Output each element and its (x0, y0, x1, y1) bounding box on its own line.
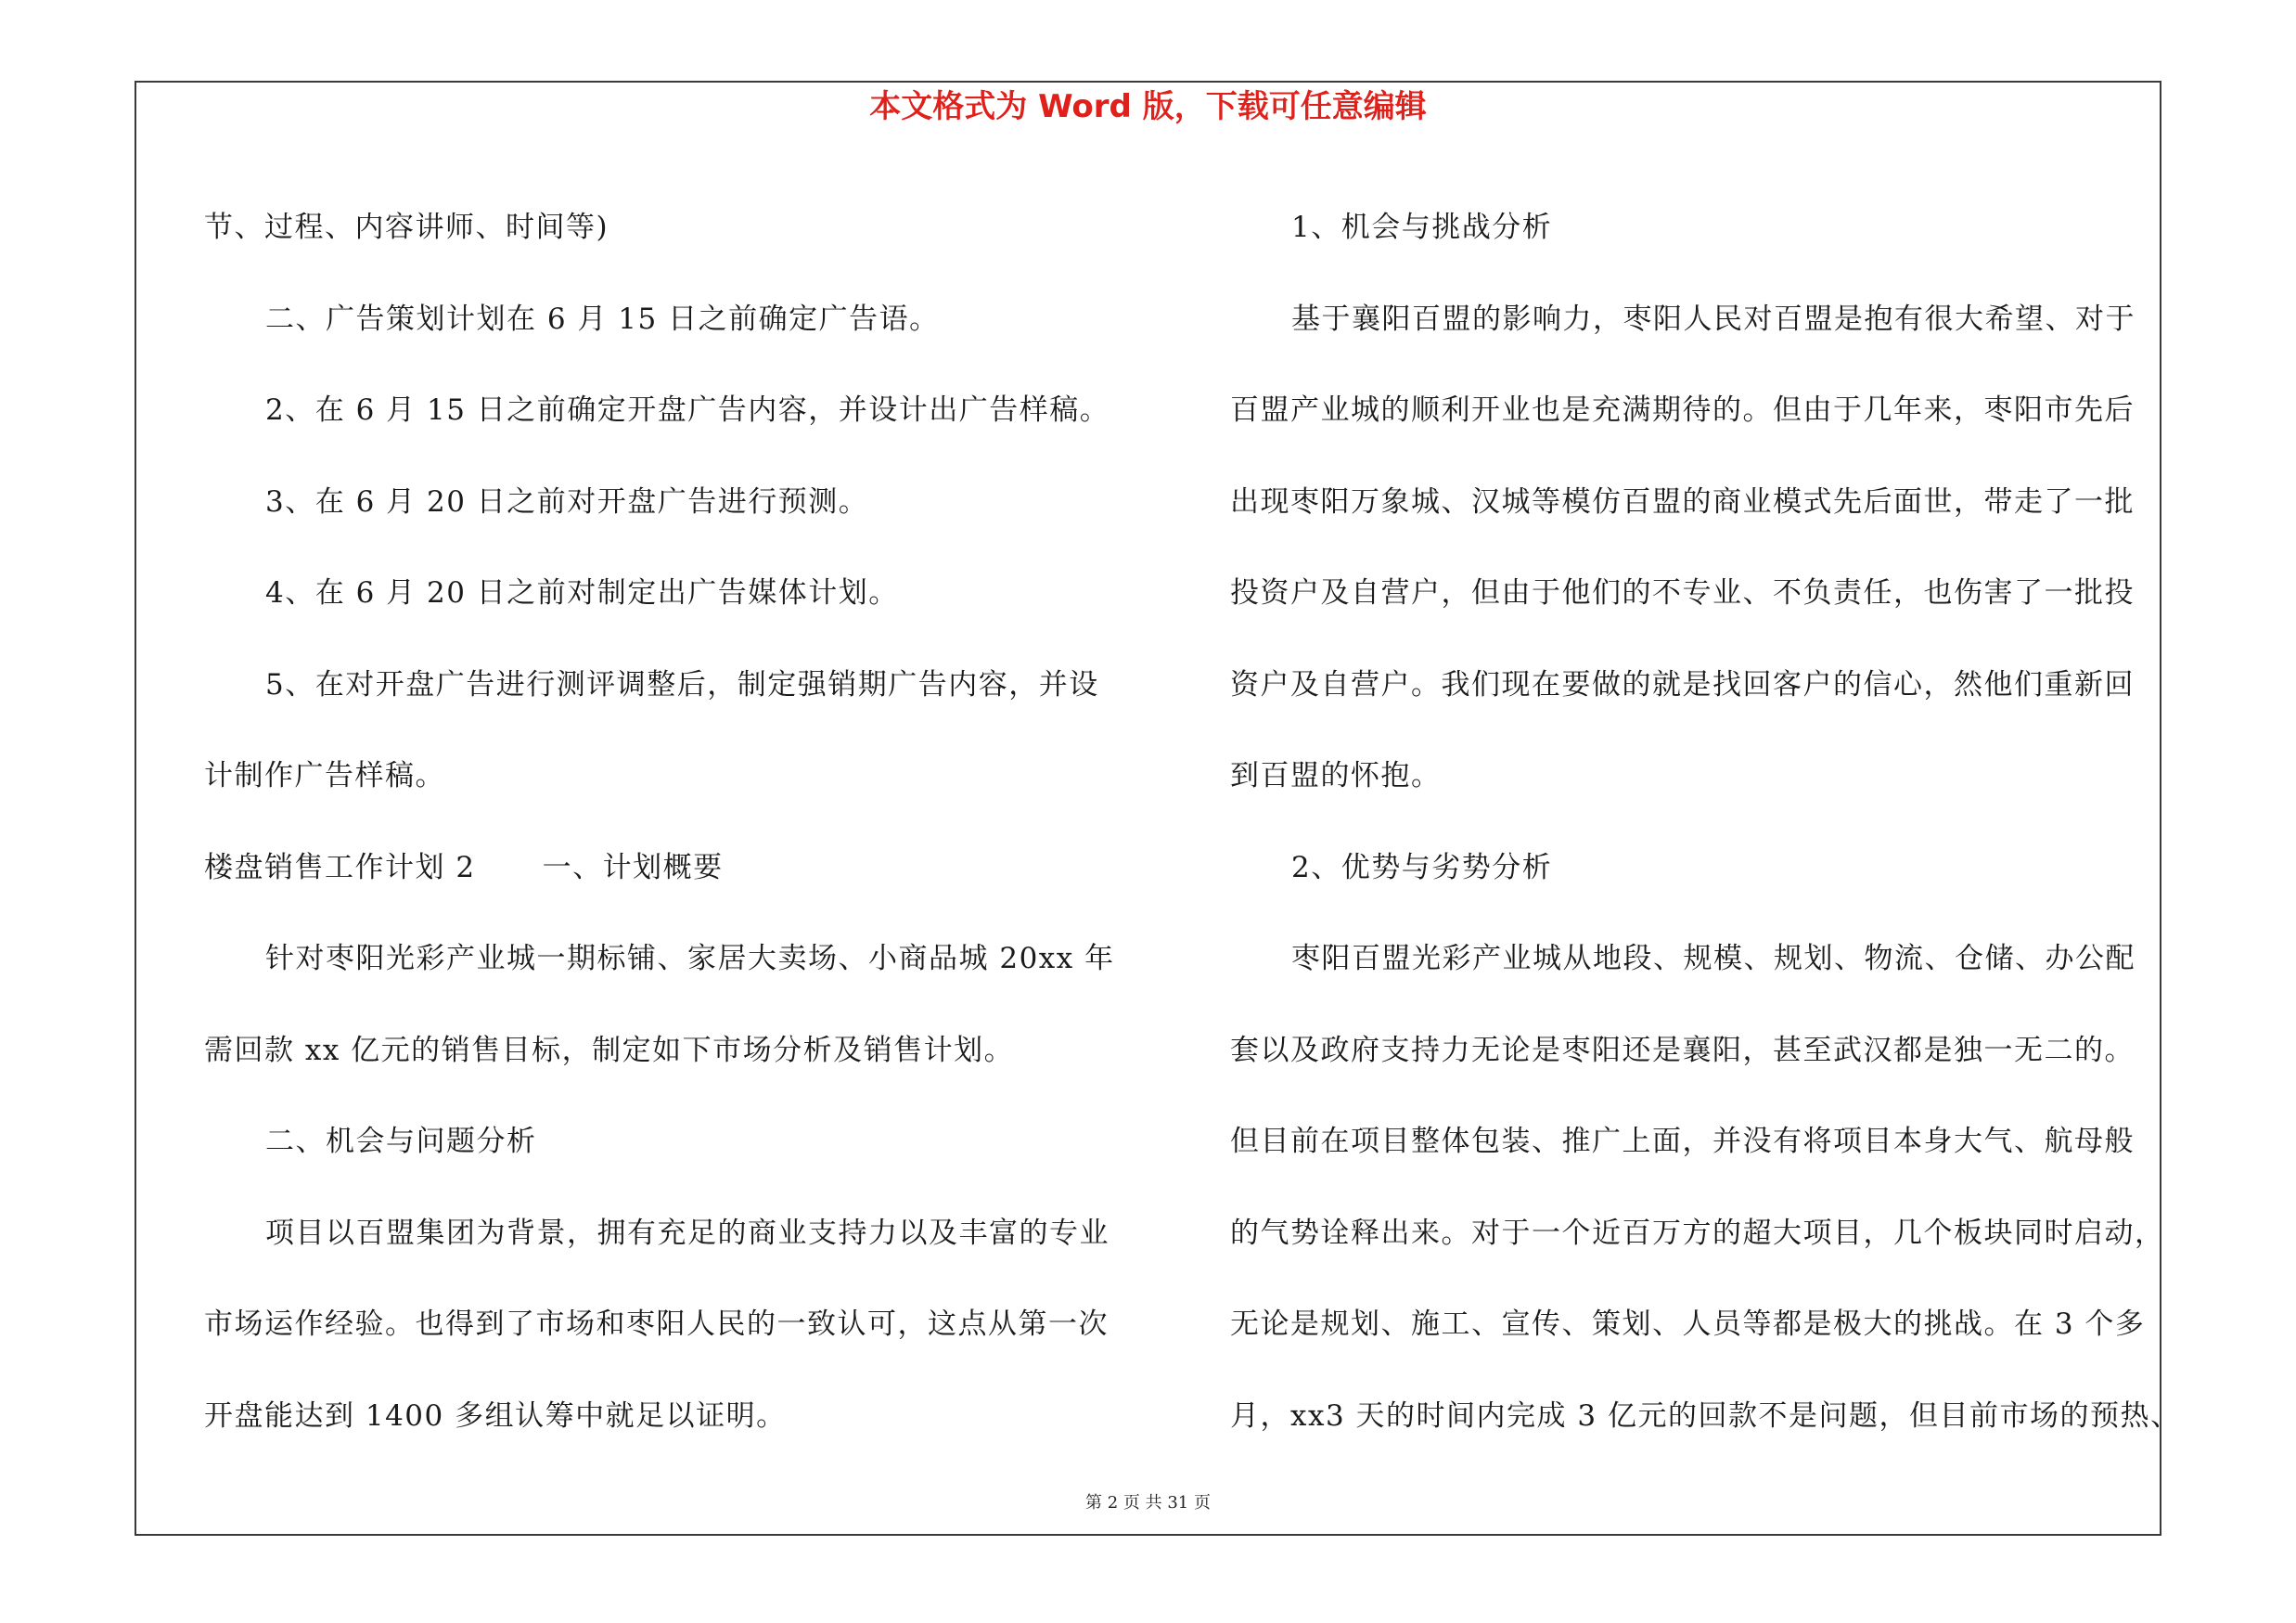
paragraph-line: 3、在 6 月 20 日之前对开盘广告进行预测。 (265, 484, 869, 519)
paragraph-line: 出现枣阳万象城、汉城等模仿百盟的商业模式先后面世，带走了一批 (1230, 484, 2135, 519)
format-banner: 本文格式为 Word 版，下载可任意编辑 (869, 88, 1427, 125)
paragraph-line: 枣阳百盟光彩产业城从地段、规模、规划、物流、仓储、办公配 (1291, 942, 2136, 975)
paragraph-line: 需回款 xx 亿元的销售目标，制定如下市场分析及销售计划。 (204, 1033, 1015, 1067)
paragraph-line: 2、在 6 月 15 日之前确定开盘广告内容，并设计出广告样稿。 (265, 393, 1110, 427)
paragraph-line: 5、在对开盘广告进行测评调整后，制定强销期广告内容，并设 (265, 667, 1099, 702)
plan-title: 楼盘销售工作计划 2 (204, 850, 476, 884)
paragraph-line: 资户及自营户。我们现在要做的就是找回客户的信心，然他们重新回 (1230, 667, 2135, 702)
paragraph-line: 投资户及自营户，但由于他们的不专业、不负责任，也伤害了一批投 (1230, 576, 2135, 610)
paragraph-line: 节、过程、内容讲师、时间等) (204, 211, 609, 244)
plan-subheading: 一、计划概要 (542, 850, 724, 884)
section-heading-line (204, 822, 1132, 914)
paragraph-line: 月，xx3 天的时间内完成 3 亿元的回款不是问题，但目前市场的预热、 (1230, 1398, 2181, 1433)
paragraph-line: 项目以百盟集团为背景，拥有充足的商业支持力以及丰富的专业 (265, 1216, 1110, 1250)
paragraph-line: 套以及政府支持力无论是枣阳还是襄阳，甚至武汉都是独一无二的。 (1230, 1033, 2135, 1067)
paragraph-line: 4、在 6 月 20 日之前对制定出广告媒体计划。 (265, 576, 899, 610)
paragraph-line: 百盟产业城的顺利开业也是充满期待的。但由于几年来，枣阳市先后 (1230, 393, 2135, 427)
left-column (204, 182, 1132, 1462)
paragraph-line: 针对枣阳光彩产业城一期标铺、家居大卖场、小商品城 20xx 年 (265, 942, 1115, 975)
paragraph-line: 到百盟的怀抱。 (1230, 759, 1442, 792)
paragraph-line: 二、机会与问题分析 (265, 1125, 537, 1158)
paragraph-line: 二、广告策划计划在 6 月 15 日之前确定广告语。 (265, 302, 940, 336)
paragraph-line: 的气势诠释出来。对于一个近百万方的超大项目，几个板块同时启动， (1230, 1216, 2165, 1250)
paragraph-line: 1、机会与挑战分析 (1291, 211, 1553, 244)
paragraph-line: 市场运作经验。也得到了市场和枣阳人民的一致认可，这点从第一次 (204, 1307, 1109, 1341)
right-column (1230, 182, 2181, 1462)
paragraph-line: 开盘能达到 1400 多组认筹中就足以证明。 (204, 1398, 787, 1433)
paragraph-line: 无论是规划、施工、宣传、策划、人员等都是极大的挑战。在 3 个多 (1230, 1307, 2146, 1341)
paragraph-line: 基于襄阳百盟的影响力，枣阳人民对百盟是抱有很大希望、对于 (1291, 302, 2136, 336)
paragraph-line: 但目前在项目整体包装、推广上面，并没有将项目本身大气、航母般 (1230, 1125, 2135, 1158)
paragraph-line: 计制作广告样稿。 (204, 759, 445, 792)
page-number: 第 2 页 共 31 页 (1085, 1493, 1211, 1513)
paragraph-line: 2、优势与劣势分析 (1291, 850, 1553, 884)
